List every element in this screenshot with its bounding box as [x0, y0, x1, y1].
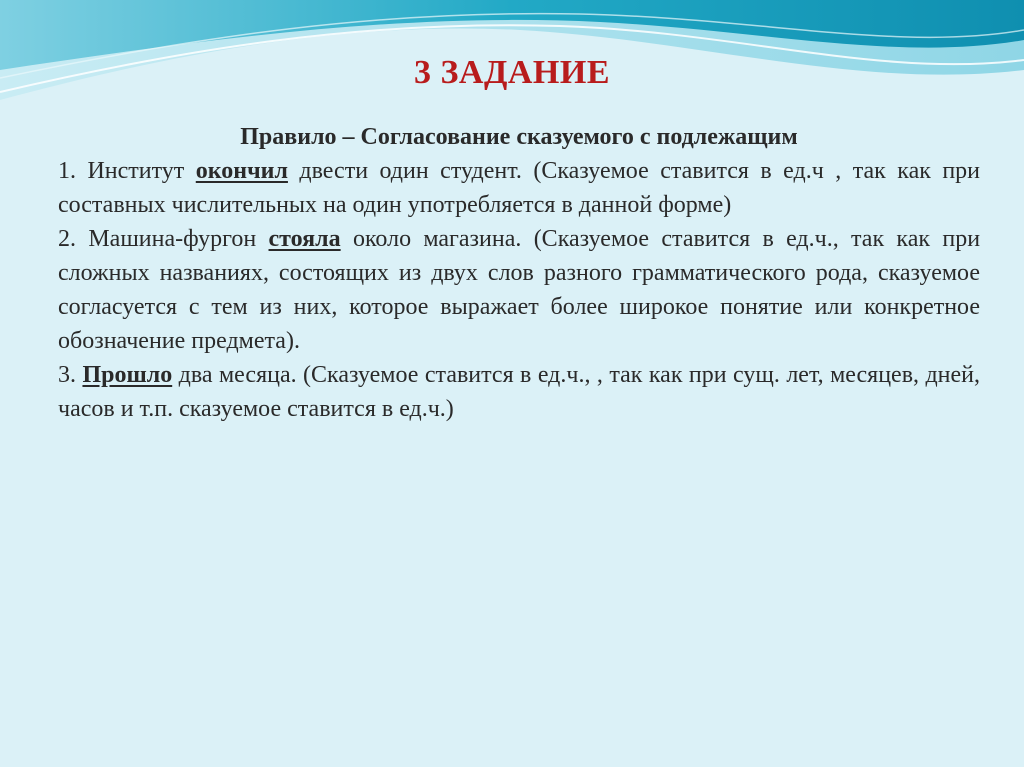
item-number: 1. — [58, 158, 76, 184]
item-text-after: около магазина. (Сказуемое ставится в ед.ч., так как при сложных названиях, состоящих из двух слов разного грамматического рода, сказуемое согласуется с тем из них, которое выражает более широкое понятие или конкретное обозначение предмета). — [58, 226, 981, 354]
item-number: 2. — [58, 226, 76, 252]
list-item — [58, 222, 980, 358]
item-text-before: Институт — [87, 158, 185, 184]
slide-content — [58, 120, 980, 426]
item-text-after: двести один студент. (Сказуемое ставится в ед.ч , так как при составных числительных на один употребляется в данной форме) — [58, 158, 981, 218]
predicate-highlight: стояла — [268, 226, 341, 252]
list-item — [58, 154, 980, 222]
list-item — [58, 358, 980, 426]
item-number: 3. — [58, 362, 76, 388]
rule-heading: Правило – Согласование сказуемого с подлежащим — [240, 124, 798, 150]
item-text-after: два месяца. (Сказуемое ставится в ед.ч., , так как при сущ. лет, месяцев, дней, часов и т.п. сказуемое ставится в ед.ч.) — [58, 362, 981, 422]
predicate-highlight: окончил — [195, 158, 288, 184]
slide-title: 3 ЗАДАНИЕ — [413, 54, 610, 91]
predicate-highlight: Прошло — [82, 362, 173, 388]
item-text-before: Машина-фургон — [88, 226, 257, 252]
